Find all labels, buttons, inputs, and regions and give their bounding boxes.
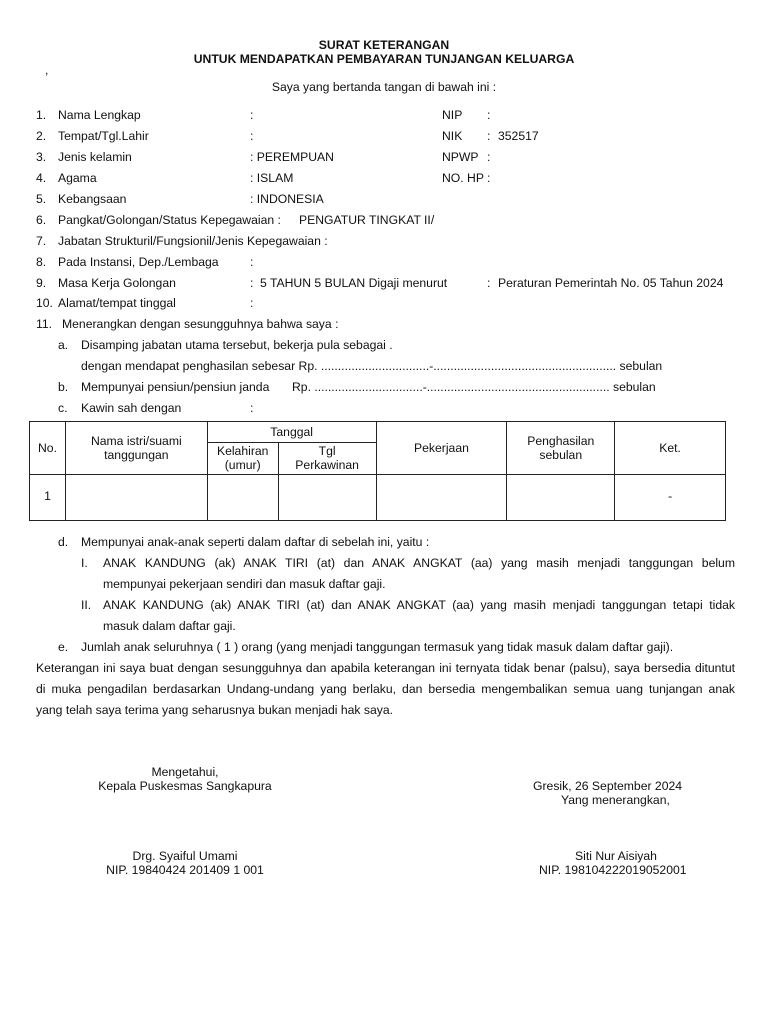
field-colon: : — [250, 255, 254, 269]
field-label: Jenis kelamin — [58, 150, 132, 164]
field-colon: : — [250, 108, 254, 122]
closing-line-1: Keterangan ini saya buat dengan sesungguhnya dan apabila keterangan ini ternyata tidak benar (palsu), saya bersedia dituntut — [36, 661, 735, 675]
sub-b-value: Rp. ................................-...................................................... sebulan — [292, 380, 656, 394]
header-name: Nama istri/suami tanggungan — [65, 422, 207, 475]
header-no: No. — [30, 422, 66, 475]
field-label: Masa Kerja Golongan — [58, 276, 176, 290]
field-label: Kebangsaan — [58, 192, 127, 206]
field-number: 6. — [36, 213, 47, 227]
field-value-2: Peraturan Pemerintah No. 05 Tahun 2024 — [498, 276, 724, 290]
sub-d-ii-mark: II. — [81, 598, 92, 612]
field-value: 5 TAHUN 5 BULAN Digaji menurut — [260, 276, 448, 290]
cell-penghasilan — [507, 474, 615, 520]
sub-a-line1: Disamping jabatan utama tersebut, bekerja pula sebagai . — [81, 338, 393, 352]
sub-d-i-line1: ANAK KANDUNG (ak) ANAK TIRI (at) dan ANAK ANGKAT (aa) yang masih menjadi tanggungan belum — [103, 556, 735, 570]
field-label: NIP — [442, 108, 463, 122]
closing-line-3: yang telah saya terima yang seharusnya bukan menjadi hak saya. — [36, 703, 394, 717]
document-subtitle: UNTUK MENDAPATKAN PEMBAYARAN TUNJANGAN KELUARGA — [193, 52, 575, 66]
field-colon: : — [487, 129, 491, 143]
sub-d-text: Mempunyai anak-anak seperti dalam daftar di sebelah ini, yaitu : — [81, 535, 430, 549]
field-label: Nama Lengkap — [58, 108, 141, 122]
header-tanggal: Tanggal — [207, 422, 376, 443]
sub-d-mark: d. — [58, 535, 69, 549]
sign-left-mengetahui: Mengetahui, — [151, 765, 219, 779]
sign-right-place-date: Gresik, 26 September 2024 — [533, 779, 683, 793]
sub-c-label: Kawin sah dengan — [81, 401, 182, 415]
field-number: 3. — [36, 150, 47, 164]
field-label: NIK — [442, 129, 463, 143]
stray-mark: , — [45, 63, 49, 77]
document-title: SURAT KETERANGAN — [318, 38, 450, 52]
sub-a-mark: a. — [58, 338, 69, 352]
sub-e-mark: e. — [58, 640, 69, 654]
intro-text: Saya yang bertanda tangan di bawah ini : — [271, 80, 497, 94]
sub-d-i-mark: I. — [81, 556, 88, 570]
field-number: 10. — [36, 296, 53, 310]
field-label: Agama — [58, 171, 97, 185]
field-value: : PEREMPUAN — [250, 150, 334, 164]
cell-pekerjaan — [376, 474, 507, 520]
cell-name — [65, 474, 207, 520]
field-number: 9. — [36, 276, 47, 290]
table-row — [30, 474, 726, 520]
cell-ket: - — [615, 474, 726, 520]
field-label: Pangkat/Golongan/Status Kepegawaian : — [58, 213, 281, 227]
sign-right-name: Siti Nur Aisiyah — [575, 849, 657, 863]
field-number: 8. — [36, 255, 47, 269]
header-pekerjaan: Pekerjaan — [376, 422, 507, 475]
sub-d-ii-line2: masuk dalam daftar gaji. — [103, 619, 236, 633]
cell-tgl-perkawinan — [278, 474, 376, 520]
field-number: 7. — [36, 234, 47, 248]
header-kelahiran: Kelahiran (umur) — [207, 443, 278, 474]
field-colon: : — [487, 108, 491, 122]
field-value: PENGATUR TINGKAT II/ — [299, 213, 435, 227]
sign-left-name: Drg. Syaiful Umami — [132, 849, 238, 863]
field-colon: : — [250, 276, 254, 290]
sign-right-nip: NIP. 198104222019052001 — [539, 863, 687, 877]
sub-a-line2: dengan mendapat penghasilan sebesar Rp. ................................-...................................................... sebulan — [81, 359, 663, 373]
field-colon: : — [250, 129, 254, 143]
spouse-table — [29, 421, 726, 521]
field-label: Pada Instansi, Dep./Lembaga — [58, 255, 219, 269]
sub-c-colon: : — [250, 401, 254, 415]
field-value: 352517 — [498, 129, 539, 143]
field-label: Menerangkan dengan sesungguhnya bahwa saya : — [62, 317, 339, 331]
cell-no: 1 — [30, 474, 66, 520]
sub-b-label: Mempunyai pensiun/pensiun janda — [81, 380, 270, 394]
field-number: 1. — [36, 108, 47, 122]
field-label: NO. HP — [442, 171, 484, 185]
sub-d-i-line2: mempunyai pekerjaan sendiri dan masuk daftar gaji. — [103, 577, 386, 591]
field-label: NPWP — [442, 150, 479, 164]
sub-b-mark: b. — [58, 380, 69, 394]
sign-right-role: Yang menerangkan, — [561, 793, 670, 807]
field-number: 5. — [36, 192, 47, 206]
field-number: 4. — [36, 171, 47, 185]
cell-kelahiran — [207, 474, 278, 520]
field-number: 2. — [36, 129, 47, 143]
field-label: Tempat/Tgl.Lahir — [58, 129, 149, 143]
field-colon-2: : — [487, 276, 491, 290]
header-tgl-perkawinan: Tgl Perkawinan — [278, 443, 376, 474]
sub-d-ii-line1: ANAK KANDUNG (ak) ANAK TIRI (at) dan ANAK ANGKAT (aa) yang masih menjadi tanggungan tetapi tidak — [103, 598, 735, 612]
field-label: Alamat/tempat tinggal — [58, 296, 176, 310]
field-colon: : — [487, 150, 491, 164]
sign-left-nip: NIP. 19840424 201409 1 001 — [106, 863, 264, 877]
field-value: : ISLAM — [250, 171, 294, 185]
field-value: : INDONESIA — [250, 192, 324, 206]
field-colon: : — [250, 296, 254, 310]
field-number: 11. — [36, 317, 53, 331]
sub-e-text: Jumlah anak seluruhnya ( 1 ) orang (yang menjadi tanggungan termasuk yang tidak masuk dalam daftar gaji). — [81, 640, 674, 654]
header-penghasilan: Penghasilan sebulan — [507, 422, 615, 475]
header-ket: Ket. — [615, 422, 726, 475]
closing-line-2: di muka pengadilan berdasarkan Undang-undang yang berlaku, dan bersedia mengembalikan semua uang tunjangan anak — [36, 682, 735, 696]
sub-c-mark: c. — [58, 401, 68, 415]
field-colon: : — [487, 171, 491, 185]
field-label: Jabatan Strukturil/Fungsionil/Jenis Kepegawaian : — [58, 234, 328, 248]
sign-left-jabatan: Kepala Puskesmas Sangkapura — [98, 779, 272, 793]
